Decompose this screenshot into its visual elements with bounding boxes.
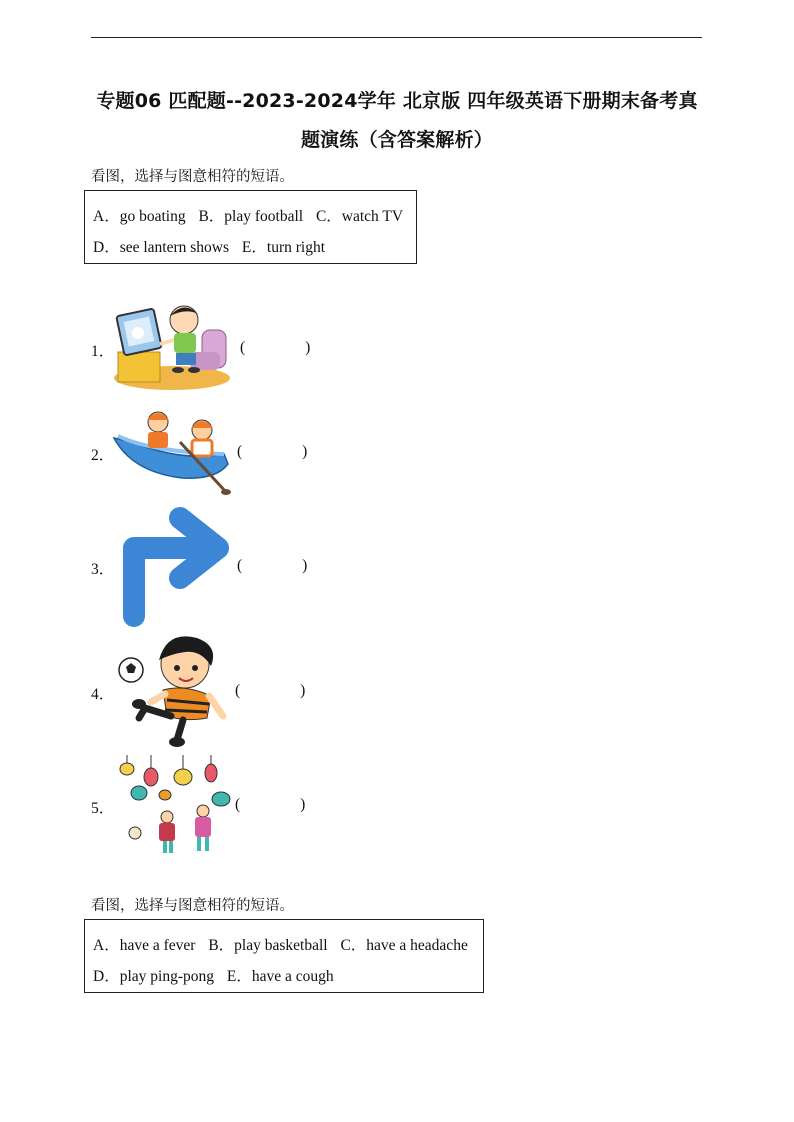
section1-options-box bbox=[84, 190, 417, 264]
section1-instruction: 看图，选择与图意相符的短语。 bbox=[91, 169, 294, 185]
section2-options-box bbox=[84, 919, 484, 993]
option-d: D．play ping-pong bbox=[93, 968, 214, 985]
question-4-answer-blank[interactable]: ( ) bbox=[235, 682, 306, 699]
option-c: C．have a headache bbox=[340, 937, 468, 954]
question-2-number: 2． bbox=[91, 447, 115, 464]
question-3-number: 3． bbox=[91, 561, 115, 578]
options-row-2 bbox=[93, 235, 334, 257]
option-c: C．watch TV bbox=[315, 208, 404, 225]
options-row-1 bbox=[93, 204, 412, 226]
question-1-answer-blank[interactable]: ( ) bbox=[240, 339, 311, 356]
option-a: A．go boating bbox=[93, 208, 186, 225]
option-e: E．turn right bbox=[241, 239, 326, 256]
question-5-answer-blank[interactable]: ( ) bbox=[235, 796, 306, 813]
option-a: A．have a fever bbox=[93, 937, 196, 954]
boating-picture-icon bbox=[112, 408, 232, 496]
question-1-number: 1． bbox=[91, 343, 115, 360]
question-5-number: 5． bbox=[91, 800, 115, 817]
question-2-answer-blank[interactable]: ( ) bbox=[237, 443, 308, 460]
question-4-number: 4． bbox=[91, 686, 115, 703]
football-picture-icon bbox=[115, 630, 230, 750]
section2-instruction: 看图，选择与图意相符的短语。 bbox=[91, 898, 294, 914]
lantern-show-picture-icon bbox=[115, 755, 235, 857]
page-title-line1: 专题06 匹配题--2023-2024学年 北京版 四年级英语下册期末备考真 bbox=[96, 90, 698, 112]
page-title-line2: 题演练（含答案解析） bbox=[300, 129, 493, 151]
turn-right-arrow-picture-icon bbox=[120, 508, 228, 628]
watch-tv-picture-icon bbox=[112, 300, 230, 395]
option-b: B．play football bbox=[198, 208, 304, 225]
option-e: E．have a cough bbox=[226, 968, 334, 985]
options-row-1 bbox=[93, 933, 477, 955]
option-d: D．see lantern shows bbox=[93, 239, 230, 256]
question-3-answer-blank[interactable]: ( ) bbox=[237, 557, 308, 574]
header-rule bbox=[91, 37, 702, 38]
options-row-2 bbox=[93, 964, 343, 986]
option-b: B．play basketball bbox=[208, 937, 328, 954]
